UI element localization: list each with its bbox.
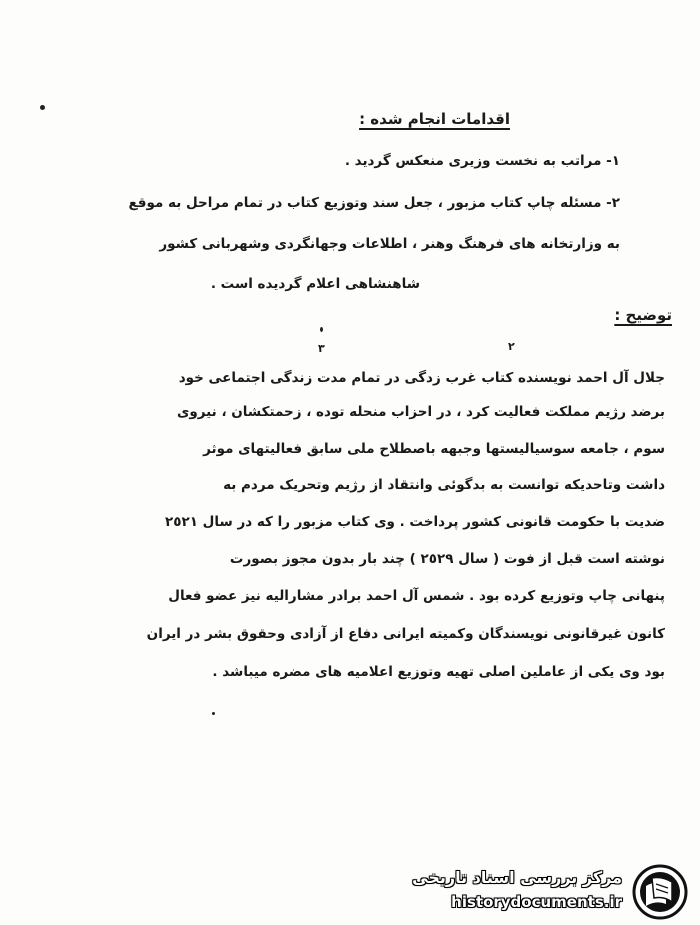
explanation-line: کانون غیرقانونی نویسندگان وکمیته ایرانی دفاع از آزادی وحقوق بشر در ایران (146, 626, 665, 642)
action-line: ٢- مسئله چاپ کتاب مزبور ، جعل سند وتوزیع کتاب در تمام مراحل به موقع (128, 195, 620, 211)
explanation-line: بود وی یکی از عاملین اصلی تهیه وتوزیع اعلامیه های مضره میباشد . (212, 664, 665, 680)
scan-speck (320, 327, 323, 332)
action-line: به وزارتخانه های فرهنگ وهنر ، اطلاعات وجهانگردی وشهربانی کشور (159, 236, 620, 252)
handwritten-marker: ٢ (508, 340, 515, 353)
explanation-line: نوشته است قبل از فوت ( سال ٢٥٢٩ ) چند بار بدون مجوز بصورت (229, 551, 665, 567)
explanation-line: جلال آل احمد نویسنده کتاب غرب زدگی در تمام مدت زندگی اجتماعی خود (178, 370, 665, 386)
explanation-line: پنهانی چاپ وتوزیع کرده بود . شمس آل احمد برادر مشارالیه نیز عضو فعال (168, 588, 665, 604)
explanation-line: داشت وتاحدیکه توانست به بدگوئی وانتقاد از رژیم وتحریک مردم به (223, 477, 665, 493)
explanation-line: برضد رژیم مملکت فعالیت کرد ، در احزاب منحله توده ، زحمتکشان ، نیروی (177, 404, 665, 420)
action-line: شاهنشاهی اعلام گردیده است . (210, 276, 420, 292)
explanation-heading: توضیح : (614, 306, 672, 324)
action-line: ١- مراتب به نخست وزیری منعکس گردید . (344, 153, 620, 169)
handwritten-marker: ٣ (318, 342, 325, 355)
actions-heading: اقدامات انجام شده : (359, 110, 510, 128)
scan-speck (40, 105, 45, 110)
watermark (400, 862, 690, 920)
explanation-line: ضدیت با حکومت قانونی کشور پرداخت . وی کتاب مزبور را که در سال ٢٥٢١ (165, 514, 665, 530)
watermark-url: historydocuments.ir (451, 893, 622, 911)
book-logo-icon (632, 864, 688, 920)
watermark-title: مرکز بررسی اسناد تاریخی (412, 868, 622, 887)
explanation-line: سوم ، جامعه سوسیالیستها وجبهه باصطلاح ملی سابق فعالیتهای موثر (203, 441, 665, 457)
scan-speck (212, 712, 215, 715)
